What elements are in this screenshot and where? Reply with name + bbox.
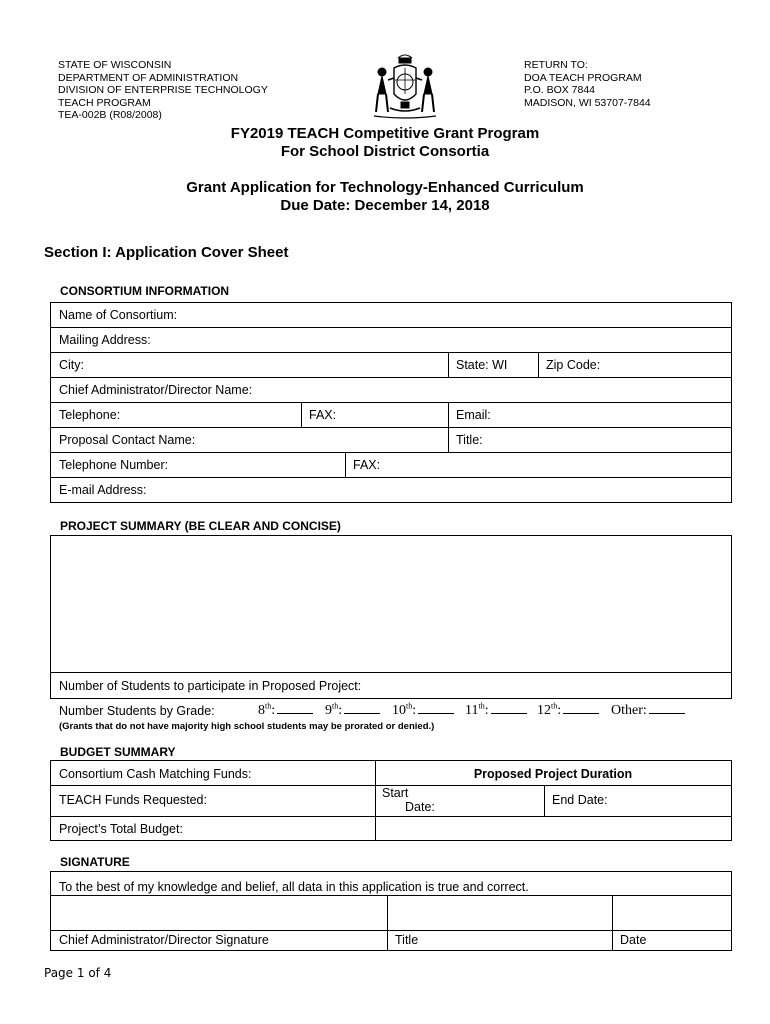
program-subtitle: For School District Consortia [280, 143, 490, 160]
field-label: Chief Administrator/Director Name: [59, 383, 253, 397]
cash-matching-field[interactable]: Consortium Cash Matching Funds: [59, 767, 252, 781]
header-line: TEACH PROGRAM [58, 96, 151, 109]
grade-blank [563, 701, 599, 714]
grade-blank [418, 701, 454, 714]
grade-label: 10 [392, 703, 406, 718]
grade-label: 8 [258, 703, 265, 718]
grade-suffix: th [406, 701, 413, 711]
field-label: Number Students by Grade: [59, 704, 215, 718]
grade-label: 9 [325, 703, 332, 718]
header-line: STATE OF WISCONSIN [58, 59, 172, 71]
field-label: FAX: [353, 458, 381, 472]
title-input[interactable] [388, 896, 612, 930]
certification-statement: To the best of my knowledge and belief, all data in this application is true and correct. [59, 880, 529, 894]
divider [544, 785, 545, 816]
field-label: Mailing Address: [59, 333, 151, 347]
page-number: Page 1 of 4 [44, 966, 112, 980]
consortium-heading: CONSORTIUM INFORMATION [60, 284, 230, 298]
date-label: Date [620, 933, 647, 947]
budget-table [50, 760, 732, 841]
budget-summary-heading: BUDGET SUMMARY [60, 745, 176, 759]
table-row [50, 402, 732, 427]
grade-other-field[interactable] [611, 701, 685, 719]
divider [375, 816, 731, 817]
grade-suffix: th [478, 701, 485, 711]
proposal-contact-field[interactable] [51, 428, 448, 452]
grade-12-field[interactable] [537, 701, 599, 719]
signature-input[interactable] [51, 896, 387, 930]
city-field[interactable] [51, 353, 448, 377]
field-label: Telephone Number: [59, 458, 169, 472]
table-row [50, 352, 732, 377]
field-label: Number of Students to participate in Proposed Project: [59, 678, 362, 693]
grade-blank [344, 701, 380, 714]
divider [51, 785, 375, 786]
contact-title-field[interactable] [448, 428, 731, 452]
program-title: FY2019 TEACH Competitive Grant Program [230, 125, 540, 142]
grade-colon: : [557, 703, 562, 718]
field-label: Zip Code: [546, 358, 601, 372]
header-line: DIVISION OF ENTERPRISE TECHNOLOGY [58, 84, 268, 96]
students-by-grade [59, 704, 215, 718]
table-row [50, 377, 732, 402]
header-line: MADISON, WI 53707-7844 [524, 96, 651, 109]
field-label: Title: [456, 433, 483, 447]
divider [51, 930, 731, 931]
total-budget-field[interactable]: Project’s Total Budget: [59, 822, 183, 836]
grade-suffix: th [551, 701, 558, 711]
end-date-field[interactable]: End Date: [552, 793, 608, 807]
grade-label: 11 [465, 703, 479, 718]
consortium-table [50, 302, 732, 503]
header-line: DOA TEACH PROGRAM [524, 71, 642, 84]
num-students-field[interactable] [50, 672, 732, 699]
grade-label: Other: [611, 703, 647, 718]
return-address [524, 59, 651, 109]
mailing-address-field[interactable] [51, 328, 731, 352]
consortium-name-field[interactable] [51, 303, 731, 327]
grade-11-field[interactable] [465, 701, 527, 719]
start-label: Start [382, 786, 409, 800]
field-label: Name of Consortium: [59, 308, 178, 322]
table-row [50, 452, 732, 477]
grade-8-field[interactable] [258, 701, 313, 719]
state-field[interactable] [448, 353, 538, 377]
due-date: Due Date: December 14, 2018 [280, 197, 490, 214]
grade-suffix: th [332, 701, 339, 711]
start-date-field[interactable]: Date: [405, 800, 435, 814]
grade-suffix: th [265, 701, 272, 711]
signature-heading: SIGNATURE [60, 855, 130, 869]
table-row [50, 427, 732, 452]
signature-label: Chief Administrator/Director Signature [59, 933, 269, 947]
grade-10-field[interactable] [392, 701, 454, 719]
field-label: FAX: [309, 408, 337, 422]
contact-fax-field[interactable] [345, 453, 731, 477]
field-label: Telephone: [59, 408, 121, 422]
grade-label: 12 [537, 703, 551, 718]
grade-colon: : [271, 703, 276, 718]
table-row [50, 477, 732, 503]
fax-field[interactable] [301, 403, 448, 427]
field-label: Email: [456, 408, 491, 422]
date-input[interactable] [613, 896, 731, 930]
section-title: Section I: Application Cover Sheet [44, 244, 289, 261]
wisconsin-seal-icon [368, 50, 442, 124]
project-summary-textarea[interactable] [50, 535, 732, 673]
header-line: RETURN TO: [524, 59, 588, 71]
telephone-field[interactable] [51, 403, 301, 427]
field-label: City: [59, 358, 84, 372]
signature-table [50, 871, 732, 951]
project-summary-heading: PROJECT SUMMARY (BE CLEAR AND CONCISE) [60, 519, 341, 533]
form-number: TEA-002B (R08/2008) [58, 109, 162, 121]
grade-blank [491, 701, 527, 714]
header-line: P.O. BOX 7844 [524, 84, 596, 96]
teach-funds-field[interactable]: TEACH Funds Requested: [59, 793, 207, 807]
table-row [50, 327, 732, 352]
grade-colon: : [484, 703, 489, 718]
grade-blank [649, 701, 685, 714]
duration-heading: Proposed Project Duration [473, 767, 633, 781]
contact-telephone-field[interactable] [51, 453, 345, 477]
grade-colon: : [412, 703, 417, 718]
table-row [50, 302, 732, 327]
field-label: Proposal Contact Name: [59, 433, 196, 447]
title-label: Title [395, 933, 419, 947]
email-field[interactable] [448, 403, 731, 427]
field-label: E-mail Address: [59, 483, 147, 497]
divider [375, 785, 731, 786]
contact-email-field[interactable] [51, 478, 731, 502]
prorate-note: (Grants that do not have majority high school students may be prorated or denied.) [59, 721, 435, 732]
grade-colon: : [338, 703, 343, 718]
grade-blank [277, 701, 313, 714]
agency-header [58, 59, 268, 122]
zip-code-field[interactable] [538, 353, 731, 377]
grade-9-field[interactable] [325, 701, 380, 719]
divider [51, 816, 375, 817]
chief-administrator-field[interactable] [51, 378, 731, 402]
header-line: DEPARTMENT OF ADMINISTRATION [58, 71, 239, 84]
application-title: Grant Application for Technology-Enhanced Curriculum [186, 179, 584, 196]
field-label: State: WI [456, 358, 508, 372]
